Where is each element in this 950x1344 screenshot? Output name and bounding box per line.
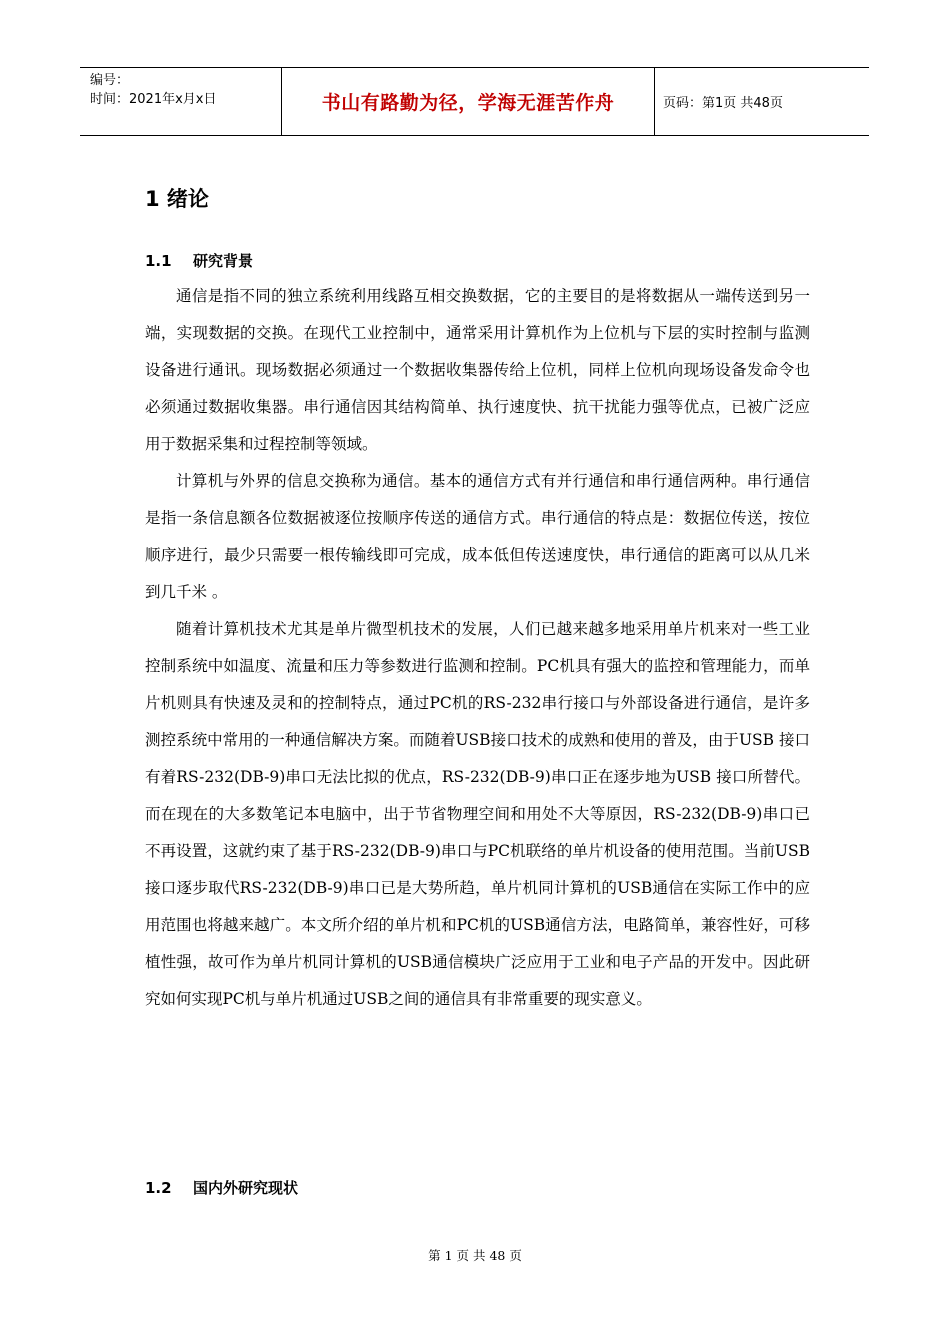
header-motto: 书山有路勤为径，学海无涯苦作舟: [282, 68, 655, 135]
chapter-title: 1 绪论: [145, 187, 209, 211]
paragraph: 随着计算机技术尤其是单片微型机技术的发展，人们已越来越多地采用单片机来对一些工业控制系统中如温度、流量和压力等参数进行监测和控制。PC机具有强大的监控和管理能力，而单片机则具有快速及灵和的控制特点，通过PC机的RS-232串行接口与外部设备进行通信，是许多测控系统中常用的一种通信解决方案。而随着USB接口技术的成熟和使用的普及，由于USB 接口有着RS-232(DB-9)串口无法比拟的优点，RS-232(DB-9)串口正在逐步地为USB 接口所替代。而在现在的大多数笔记本电脑中，出于节省物理空间和用处不大等原因，RS-232(DB-9)串口已不再设置，这就约束了基于RS-232(DB-9)串口与PC机联络的单片机设备的使用范围。当前USB接口逐步取代RS-232(DB-9)串口已是大势所趋，单片机同计算机的USB通信在实际工作中的应用范围也将越来越广。本文所介绍的单片机和PC机的USB通信方法，电路简单，兼容性好，可移植性强，故可作为单片机同计算机的USB通信模块广泛应用于工业和电子产品的开发中。因此研究如何实现PC机与单片机通过USB之间的通信具有非常重要的现实意义。: [145, 620, 810, 1008]
section-title: 国内外研究现状: [193, 1179, 299, 1197]
paragraph: 计算机与外界的信息交换称为通信。基本的通信方式有并行通信和串行通信两种。串行通信是指一条信息额各位数据被逐位按顺序传送的通信方式。串行通信的特点是：数据位传送，按位顺序进行，最少只需要一根传输线即可完成，成本低但传送速度快，串行通信的距离可以从几米到几千米 。: [145, 472, 810, 601]
header-meta: [80, 68, 282, 135]
header-page-info: 页码：第1页 共48页: [663, 96, 783, 111]
section-number: 1.2: [145, 1179, 172, 1197]
document-date: 时间：2021年x月x日: [90, 92, 217, 107]
section-number: 1.1: [145, 252, 172, 270]
page-footer: 第 1 页 共 48 页: [428, 1248, 522, 1263]
section-heading-1-1: [145, 250, 253, 271]
page-header: [80, 67, 869, 136]
section-body-1-1: [145, 278, 810, 1018]
document-number-label: 编号：: [90, 73, 130, 88]
section-heading-1-2: [145, 1177, 298, 1198]
paragraph: 通信是指不同的独立系统利用线路互相交换数据，它的主要目的是将数据从一端传送到另一端，实现数据的交换。在现代工业控制中，通常采用计算机作为上位机与下层的实时控制与监测设备进行通讯。现场数据必须通过一个数据收集器传给上位机，同样上位机向现场设备发命令也必须通过数据收集器。串行通信因其结构简单、执行速度快、抗干扰能力强等优点，已被广泛应用于数据采集和过程控制等领域。: [145, 287, 810, 453]
section-title: 研究背景: [193, 252, 254, 270]
